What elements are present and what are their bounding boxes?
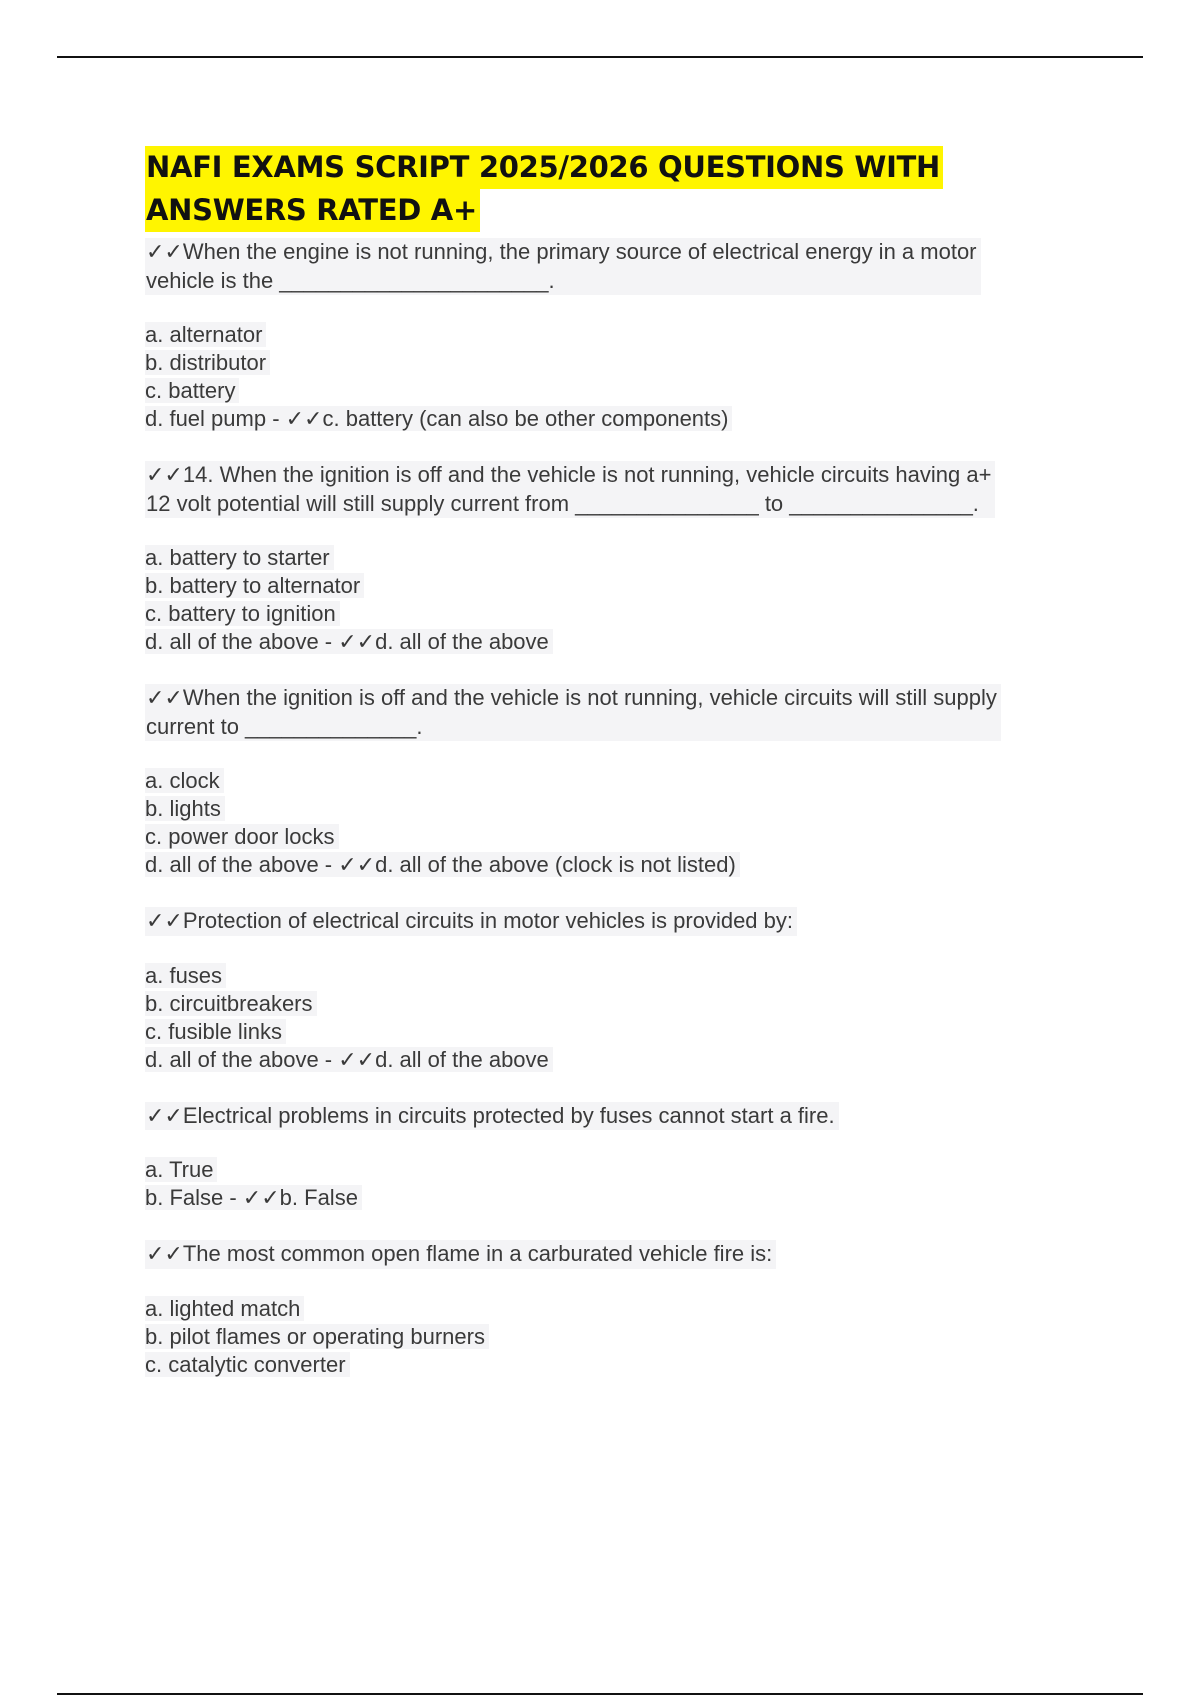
option-item: c. fusible links bbox=[145, 1018, 1085, 1046]
title-line-1: NAFI EXAMS SCRIPT 2025/2026 QUESTIONS WITH bbox=[145, 146, 943, 189]
options-list bbox=[145, 1156, 1085, 1212]
options-list bbox=[145, 544, 1085, 656]
option-item: b. distributor bbox=[145, 349, 1085, 377]
question-block bbox=[145, 1102, 1085, 1213]
option-item: b. battery to alternator bbox=[145, 572, 1085, 600]
title-line-2: ANSWERS RATED A+ bbox=[145, 189, 480, 232]
option-item: c. battery bbox=[145, 377, 1085, 405]
question-line: 12 volt potential will still supply current from _______________ to _______________. bbox=[146, 490, 979, 516]
question-line: vehicle is the ______________________. bbox=[146, 267, 555, 293]
option-item: a. lighted match bbox=[145, 1295, 1085, 1323]
option-answer: d. all of the above - ✓✓d. all of the above (clock is not listed) bbox=[145, 851, 1085, 879]
option-answer: d. all of the above - ✓✓d. all of the above bbox=[145, 1046, 1085, 1074]
question-block bbox=[145, 238, 1085, 433]
question-block bbox=[145, 1240, 1085, 1379]
question-block bbox=[145, 907, 1085, 1074]
options-list bbox=[145, 321, 1085, 433]
question-line: ✓✓When the ignition is off and the vehicle is not running, vehicle circuits will still supply bbox=[146, 685, 997, 710]
option-item: c. battery to ignition bbox=[145, 600, 1085, 628]
question-line: current to ______________. bbox=[146, 713, 423, 739]
header-rule bbox=[57, 56, 1143, 58]
question-text bbox=[145, 1240, 776, 1269]
options-list bbox=[145, 1295, 1085, 1379]
question-block bbox=[145, 684, 1085, 879]
options-list bbox=[145, 767, 1085, 879]
option-answer: b. False - ✓✓b. False bbox=[145, 1184, 1085, 1212]
question-text bbox=[145, 461, 995, 518]
option-item: a. fuses bbox=[145, 962, 1085, 990]
document-body bbox=[145, 146, 1085, 1407]
footer-rule bbox=[57, 1693, 1143, 1695]
document-title bbox=[145, 146, 1085, 232]
question-line: ✓✓When the engine is not running, the primary source of electrical energy in a motor bbox=[146, 239, 977, 264]
question-text bbox=[145, 907, 797, 936]
option-answer: d. fuel pump - ✓✓c. battery (can also be other components) bbox=[145, 405, 1085, 433]
option-item: b. circuitbreakers bbox=[145, 990, 1085, 1018]
option-item: b. pilot flames or operating burners bbox=[145, 1323, 1085, 1351]
question-line: ✓✓The most common open flame in a carburated vehicle fire is: bbox=[146, 1241, 773, 1266]
option-item: c. catalytic converter bbox=[145, 1351, 1085, 1379]
option-item: a. battery to starter bbox=[145, 544, 1085, 572]
option-item: c. power door locks bbox=[145, 823, 1085, 851]
question-block bbox=[145, 461, 1085, 656]
question-text bbox=[145, 1102, 839, 1131]
question-line: ✓✓14. When the ignition is off and the vehicle is not running, vehicle circuits having a+ bbox=[146, 462, 992, 487]
question-text bbox=[145, 684, 1001, 741]
question-line: ✓✓Protection of electrical circuits in motor vehicles is provided by: bbox=[146, 908, 794, 933]
question-line: ✓✓Electrical problems in circuits protected by fuses cannot start a fire. bbox=[146, 1102, 835, 1128]
options-list bbox=[145, 962, 1085, 1074]
option-item: a. True bbox=[145, 1156, 1085, 1184]
option-item: a. clock bbox=[145, 767, 1085, 795]
option-item: b. lights bbox=[145, 795, 1085, 823]
question-text bbox=[145, 238, 981, 295]
option-answer: d. all of the above - ✓✓d. all of the above bbox=[145, 628, 1085, 656]
option-item: a. alternator bbox=[145, 321, 1085, 349]
